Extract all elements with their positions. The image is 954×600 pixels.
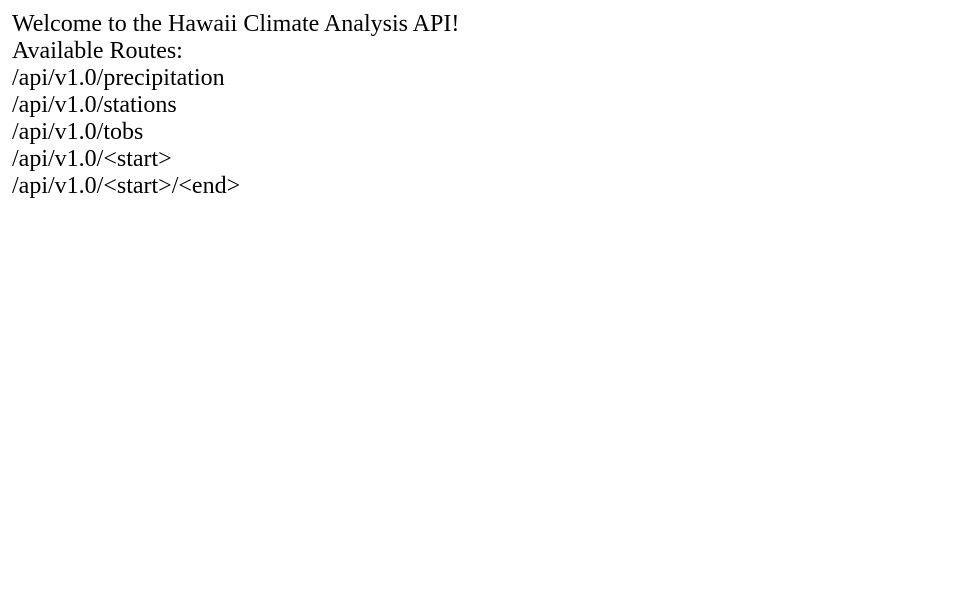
route-tobs: /api/v1.0/tobs — [12, 119, 144, 145]
welcome-message: Welcome to the Hawaii Climate Analysis API! — [12, 11, 460, 37]
route-precipitation: /api/v1.0/precipitation — [12, 65, 225, 91]
routes-heading: Available Routes: — [12, 38, 183, 64]
route-start-end: /api/v1.0/<start>/<end> — [12, 173, 241, 199]
route-stations: /api/v1.0/stations — [12, 92, 177, 118]
route-start: /api/v1.0/<start> — [12, 146, 172, 172]
